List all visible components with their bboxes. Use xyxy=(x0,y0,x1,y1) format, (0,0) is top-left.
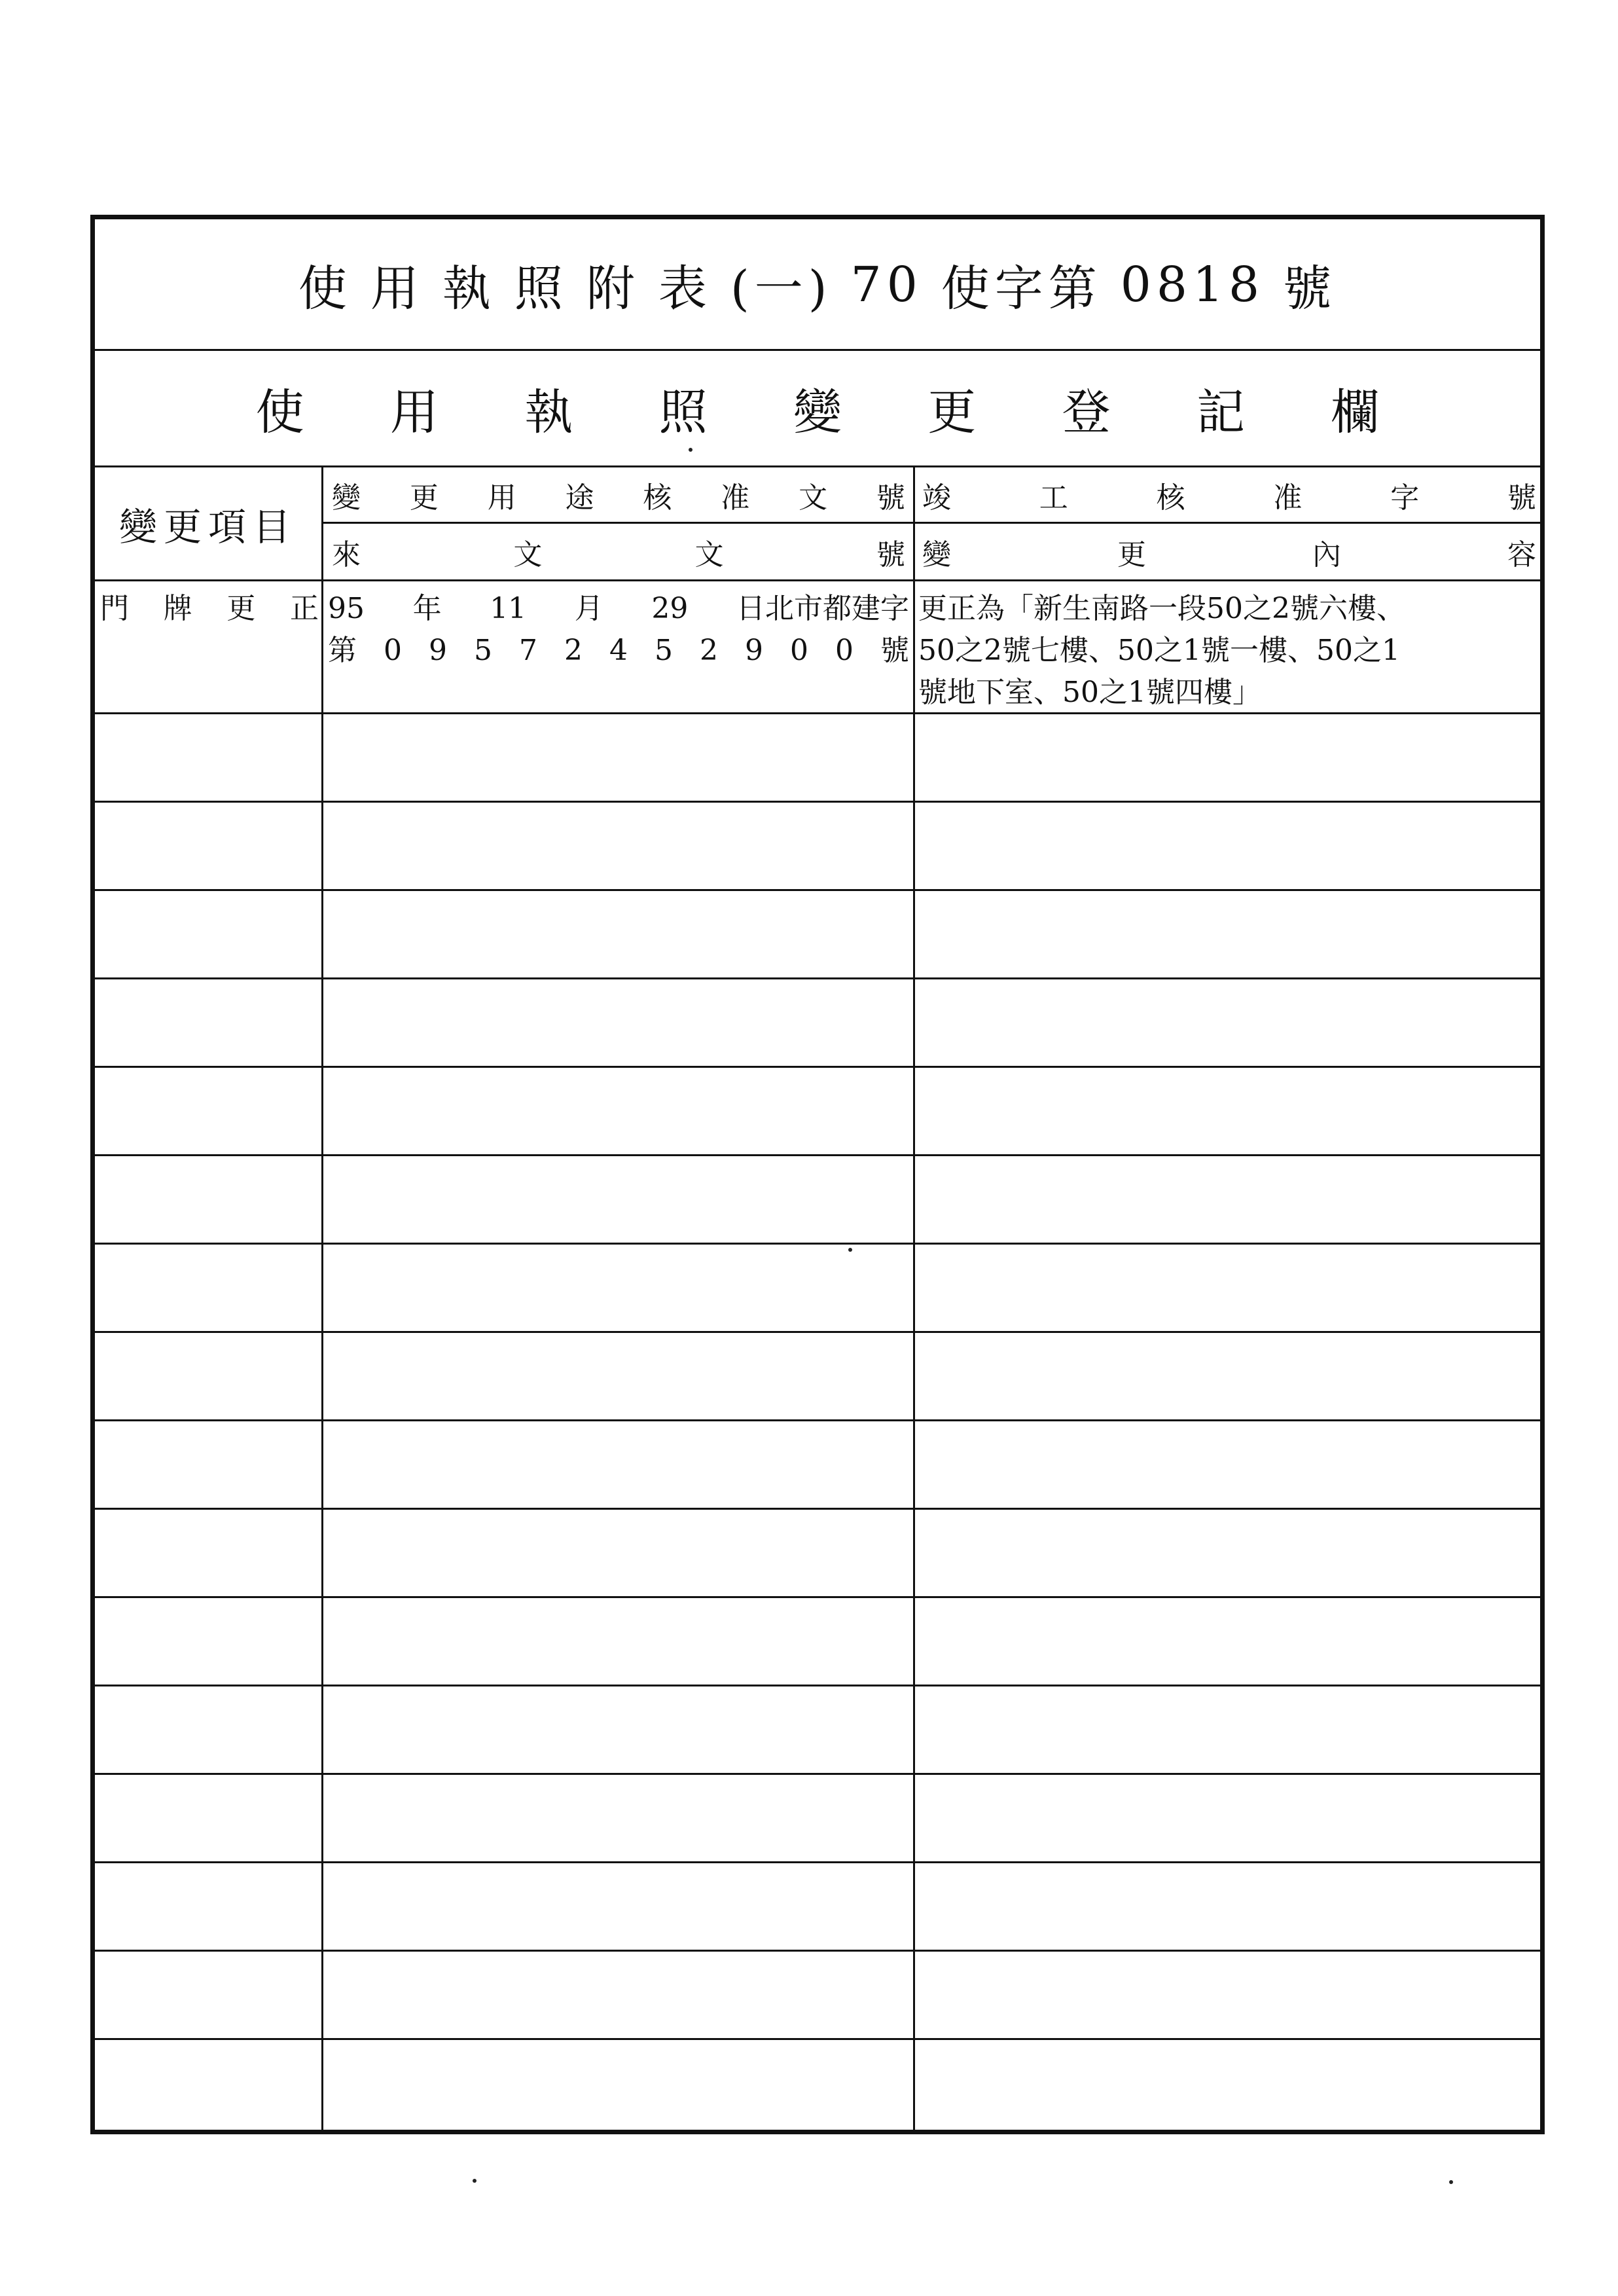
header-incoming-doc-number xyxy=(328,524,909,579)
doc-number-line-2 xyxy=(328,630,909,672)
table-row-item xyxy=(100,581,319,712)
header-char: 准 xyxy=(721,481,750,515)
header-char: 來 xyxy=(332,538,361,572)
doc-char: 5 xyxy=(474,634,492,667)
scan-speck xyxy=(1449,2180,1453,2184)
header-char: 途 xyxy=(565,481,594,515)
row-divider xyxy=(95,1508,1540,1510)
row-divider xyxy=(95,1950,1540,1952)
doc-char: 2 xyxy=(564,634,583,667)
doc-char: 7 xyxy=(519,634,537,667)
doc-char: 4 xyxy=(609,634,628,667)
table-row-doc-number xyxy=(328,581,909,712)
row-divider xyxy=(95,1066,1540,1068)
doc-char: 9 xyxy=(745,634,763,667)
title-part: 使字第 xyxy=(941,261,1102,317)
item-char: 更 xyxy=(226,592,256,625)
doc-char: 0 xyxy=(384,634,402,667)
row-divider xyxy=(95,889,1540,891)
scan-speck xyxy=(689,448,692,452)
subtitle-char: 執 xyxy=(524,384,573,441)
header-char: 文 xyxy=(694,538,724,572)
header-char: 變 xyxy=(332,481,361,515)
title-part: 表 xyxy=(658,261,712,317)
doc-char: 0 xyxy=(835,634,854,667)
title-part: 70 xyxy=(850,257,923,313)
title-part: (一) xyxy=(730,261,833,317)
header-char: 容 xyxy=(1507,538,1536,572)
row-divider xyxy=(95,1243,1540,1245)
doc-char: 0 xyxy=(790,634,808,667)
header-char: 文 xyxy=(799,481,828,515)
subtitle-char: 使 xyxy=(255,384,304,441)
doc-char: 11 xyxy=(490,592,527,625)
row-divider xyxy=(95,1331,1540,1333)
title-part: 使 xyxy=(298,261,352,317)
column-divider xyxy=(913,465,915,2130)
row-divider xyxy=(95,1685,1540,1686)
header-change-content xyxy=(918,524,1540,579)
header-char: 號 xyxy=(876,538,905,572)
row-divider xyxy=(95,1419,1540,1421)
subtitle-char: 更 xyxy=(927,384,977,441)
row-divider xyxy=(95,1596,1540,1598)
doc-char: 月 xyxy=(574,592,603,625)
usage-permit-change-form xyxy=(90,215,1545,2134)
header-char: 更 xyxy=(409,481,439,515)
header-char: 准 xyxy=(1273,481,1303,515)
row-divider xyxy=(95,2038,1540,2040)
subtitle-char: 記 xyxy=(1196,384,1245,441)
header-completion-approval-number xyxy=(918,467,1540,522)
content-line-2: 50之2號七樓、50之1號一樓、50之1 xyxy=(918,634,1400,667)
header-char: 內 xyxy=(1312,538,1341,572)
subtitle-char: 用 xyxy=(389,384,439,441)
title-part: 用 xyxy=(370,261,424,317)
row-divider xyxy=(95,1154,1540,1156)
header-char: 核 xyxy=(643,481,672,515)
row-divider xyxy=(95,801,1540,803)
content-line-1: 更正為「新生南路一段50之2號六樓、 xyxy=(918,592,1405,625)
subtitle-char: 變 xyxy=(793,384,842,441)
header-change-item: 變更項目 xyxy=(118,504,297,549)
scan-speck xyxy=(473,2179,476,2183)
doc-char: 號 xyxy=(880,634,909,667)
item-char: 牌 xyxy=(163,592,192,625)
item-char: 正 xyxy=(289,592,319,625)
header-char: 號 xyxy=(876,481,905,515)
header-char: 字 xyxy=(1390,481,1420,515)
subtitle-char: 登 xyxy=(1062,384,1111,441)
row-divider xyxy=(95,712,1540,714)
doc-char: 年 xyxy=(412,592,442,625)
title-part: 執 xyxy=(442,261,496,317)
item-char: 門 xyxy=(100,592,129,625)
title-part: 照 xyxy=(514,261,568,317)
header-char: 變 xyxy=(922,538,951,572)
doc-char: 日北市都建字 xyxy=(736,592,909,625)
header-char: 核 xyxy=(1156,481,1185,515)
header-char: 號 xyxy=(1507,481,1536,515)
row-divider xyxy=(95,977,1540,979)
column-divider xyxy=(321,465,323,2130)
header-char: 文 xyxy=(513,538,543,572)
title-part: 0818 xyxy=(1120,257,1265,313)
doc-char: 95 xyxy=(328,592,365,625)
doc-char: 9 xyxy=(429,634,447,667)
header-char: 更 xyxy=(1117,538,1146,572)
header-char: 竣 xyxy=(922,481,951,515)
form-subtitle xyxy=(95,350,1540,467)
row-divider xyxy=(95,1773,1540,1775)
doc-char: 5 xyxy=(655,634,673,667)
header-approval-doc-number xyxy=(328,467,909,522)
row-divider xyxy=(95,1861,1540,1863)
doc-number-line-1 xyxy=(328,588,909,630)
table-row-change-content xyxy=(918,581,1540,712)
subtitle-char: 欄 xyxy=(1331,384,1380,441)
doc-char: 2 xyxy=(700,634,718,667)
scan-speck xyxy=(848,1248,852,1252)
title-part: 號 xyxy=(1283,261,1337,317)
form-title xyxy=(95,219,1540,350)
doc-char: 第 xyxy=(328,634,357,667)
subtitle-char: 照 xyxy=(658,384,708,441)
title-part: 附 xyxy=(586,261,640,317)
header-char: 用 xyxy=(487,481,516,515)
header-char: 工 xyxy=(1039,481,1068,515)
doc-char: 29 xyxy=(651,592,689,625)
content-line-3: 號地下室、50之1號四樓」 xyxy=(918,676,1261,709)
